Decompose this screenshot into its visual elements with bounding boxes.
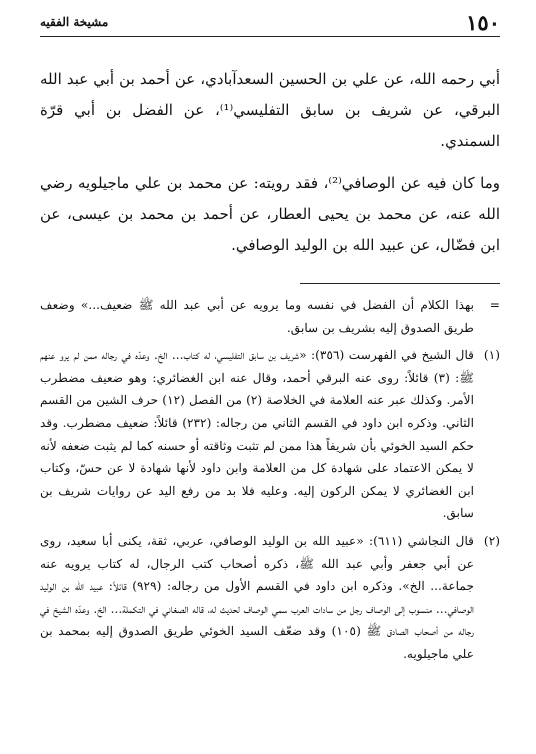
footnote-marker: (١) xyxy=(483,348,500,363)
footnotes xyxy=(40,294,500,666)
main-text xyxy=(40,64,500,261)
footnote-separator xyxy=(300,283,500,284)
footnote-marker: = xyxy=(489,298,500,312)
footnote-2 xyxy=(40,530,500,666)
footnote-text: قال النجاشي (٦١١): «عبيد الله بن الوليد الوصافي، عربي، ثقة، يكنى أبا سعيد، روى عن أبي جعفر وأبي عبد الله ﷺ، ذكره أصحاب كتب الرجال، له كتاب يرويه عنه جماعة... الخ». وذكره ابن داود في القسم الأول من رجاله: (٩٢٩) قائلاً: عبيد الله بن الوليد الوصافي... منسوب إلى الوصاف رجل من سادات العرب سمي الوصاف لحديث له، قاله الصغاني في التكملة... الخ. وعدّه الشيخ في رجاله من أصحاب الصادق ﷺ (١٠٥) وقد ضعّف السيد الخوئي طريق الصدوق إليه بمحمد بن علي ماجيلويه. xyxy=(40,533,474,661)
running-title: مشيخة الفقيه xyxy=(40,15,109,29)
page-number: ١٥٠ xyxy=(466,10,500,35)
main-paragraph: أبي رحمه الله، عن علي بن الحسين السعدآبادي، عن أحمد بن أبي عبد الله البرقي، عن شريف بن سابق التفليسي⁽¹⁾، عن الفضل بن أبي قرّة السمندي. xyxy=(40,70,501,150)
footnote-continuation xyxy=(40,294,500,339)
page-header xyxy=(40,10,500,37)
footnote-1 xyxy=(40,344,500,525)
footnote-text: قال الشيخ في الفهرست (٣٥٦): «شريف بن سابق التفليسي، له كتاب... الخ. وعدّه في رجاله ممن لم يرو عنهم ﷺ: (٣) قائلاً: روى عنه البرقي أحمد، وقال عنه ابن الغضائري: وهو ضعيف مضطرب الأمر. وكذلك عبر عنه العلامة في الخلاصة (٢) من الفصل (١٢) حرف الشين من القسم الثاني. وذكره ابن داود في القسم الثاني من رجاله: (٢٣٢) قائلاً: ضعيف مضطرب. وقد حكم السيد الخوئي بأن شريفاً هذا ممن لم تثبت وثاقته أو حسنه كما لم يثبت ضعفه لأنه لا يمكن الاعتماد على شهادة كل من العلامة وابن داود لأنها شهادة لا عن حسّ، وكتاب ابن الغضائري لا يمكن الركون إليه. وعليه فلا بد من رفع اليد عن روايات شريف بن سابق. xyxy=(40,348,475,521)
footnote-text: بهذا الكلام أن الفضل في نفسه وما يرويه عن أبي عبد الله ﷺ ضعيف...» وضعف طريق الصدوق إليه بشريف بن سابق. xyxy=(40,298,474,335)
main-paragraph: وما كان فيه عن الوصافي⁽²⁾، فقد رويته: عن محمد بن علي ماجيلويه رضي الله عنه، عن محمد بن يحيى العطار، عن أحمد بن محمد بن عيسى، عن ابن فضّال، عن عبيد الله بن الوليد الوصافي. xyxy=(40,174,500,254)
footnote-marker: (٢) xyxy=(483,533,500,548)
